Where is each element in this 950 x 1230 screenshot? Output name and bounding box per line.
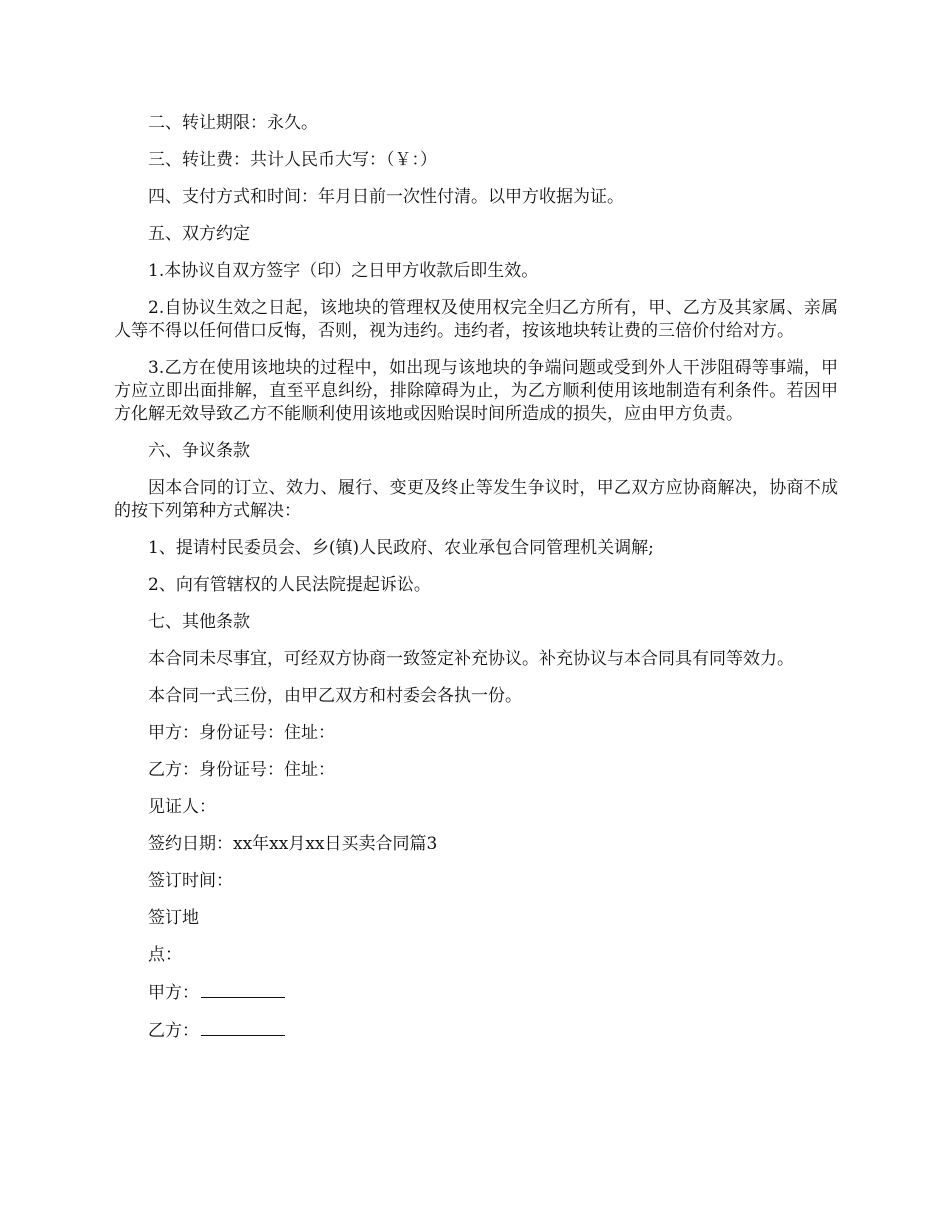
other-clause-supplement: 本合同未尽事宜，可经双方协商一致签定补充协议。补充协议与本合同具有同等效力。 (148, 649, 794, 669)
clause-transfer-fee: 三、转让费：共计人民币大写：（￥：） (148, 150, 437, 170)
signing-place-line-2: 点： (148, 945, 182, 965)
party-b-signature-row (114, 1019, 838, 1043)
party-a-signature-blank (201, 981, 285, 998)
party-b-signature-blank (201, 1019, 285, 1036)
agreement-item-3: 3.乙方在使用该地块的过程中，如出现与该地块的争端问题或受到外人干涉阻碍等事端，甲方应立即出面排解，直至平息纠纷，排除障碍为止，为乙方顺利使用该地制造有利条件。若因甲方化解无效导致乙方不能顺利使用该地或因贻误时间所造成的损失，应由甲方负责。 (114, 358, 838, 424)
dispute-option-2: 2、向有管辖权的人民法院提起诉讼。 (148, 575, 431, 595)
party-b-info: 乙方：身份证号：住址： (148, 760, 335, 780)
party-a-signature-row (114, 981, 838, 1005)
clause-payment-method: 四、支付方式和时间：年月日前一次性付清。以甲方收据为证。 (148, 187, 624, 207)
clause-transfer-term: 二、转让期限：永久。 (148, 113, 318, 133)
witness-line: 见证人： (148, 797, 216, 817)
agreement-item-2: 2.自协议生效之日起，该地块的管理权及使用权完全归乙方所有，甲、乙方及其家属、亲属人等不得以任何借口反悔，否则，视为违约。违约者，按该地块转让费的三倍价付给对方。 (114, 298, 838, 341)
party-a-signature-label: 甲方： (148, 983, 199, 1003)
signing-date-line: 签约日期：xx年xx月xx日买卖合同篇3 (148, 834, 438, 854)
dispute-option-1: 1、提请村民委员会、乡(镇)人民政府、农业承包合同管理机关调解; (148, 538, 654, 558)
other-clause-copies: 本合同一式三份，由甲乙双方和村委会各执一份。 (148, 686, 522, 706)
section-heading-other: 七、其他条款 (148, 612, 250, 632)
party-a-info: 甲方：身份证号：住址： (148, 723, 335, 743)
section-heading-agreement: 五、双方约定 (148, 224, 250, 244)
section-heading-dispute: 六、争议条款 (148, 441, 250, 461)
party-b-signature-label: 乙方： (148, 1021, 199, 1041)
agreement-item-1: 1.本协议自双方签字（印）之日甲方收款后即生效。 (148, 261, 539, 281)
signing-time-line: 签订时间： (148, 871, 233, 891)
signing-place-line-1: 签订地 (148, 908, 199, 928)
dispute-intro: 因本合同的订立、效力、履行、变更及终止等发生争议时，甲乙双方应协商解决，协商不成的按下列第种方式解决： (114, 478, 838, 521)
document-body (114, 112, 838, 1057)
